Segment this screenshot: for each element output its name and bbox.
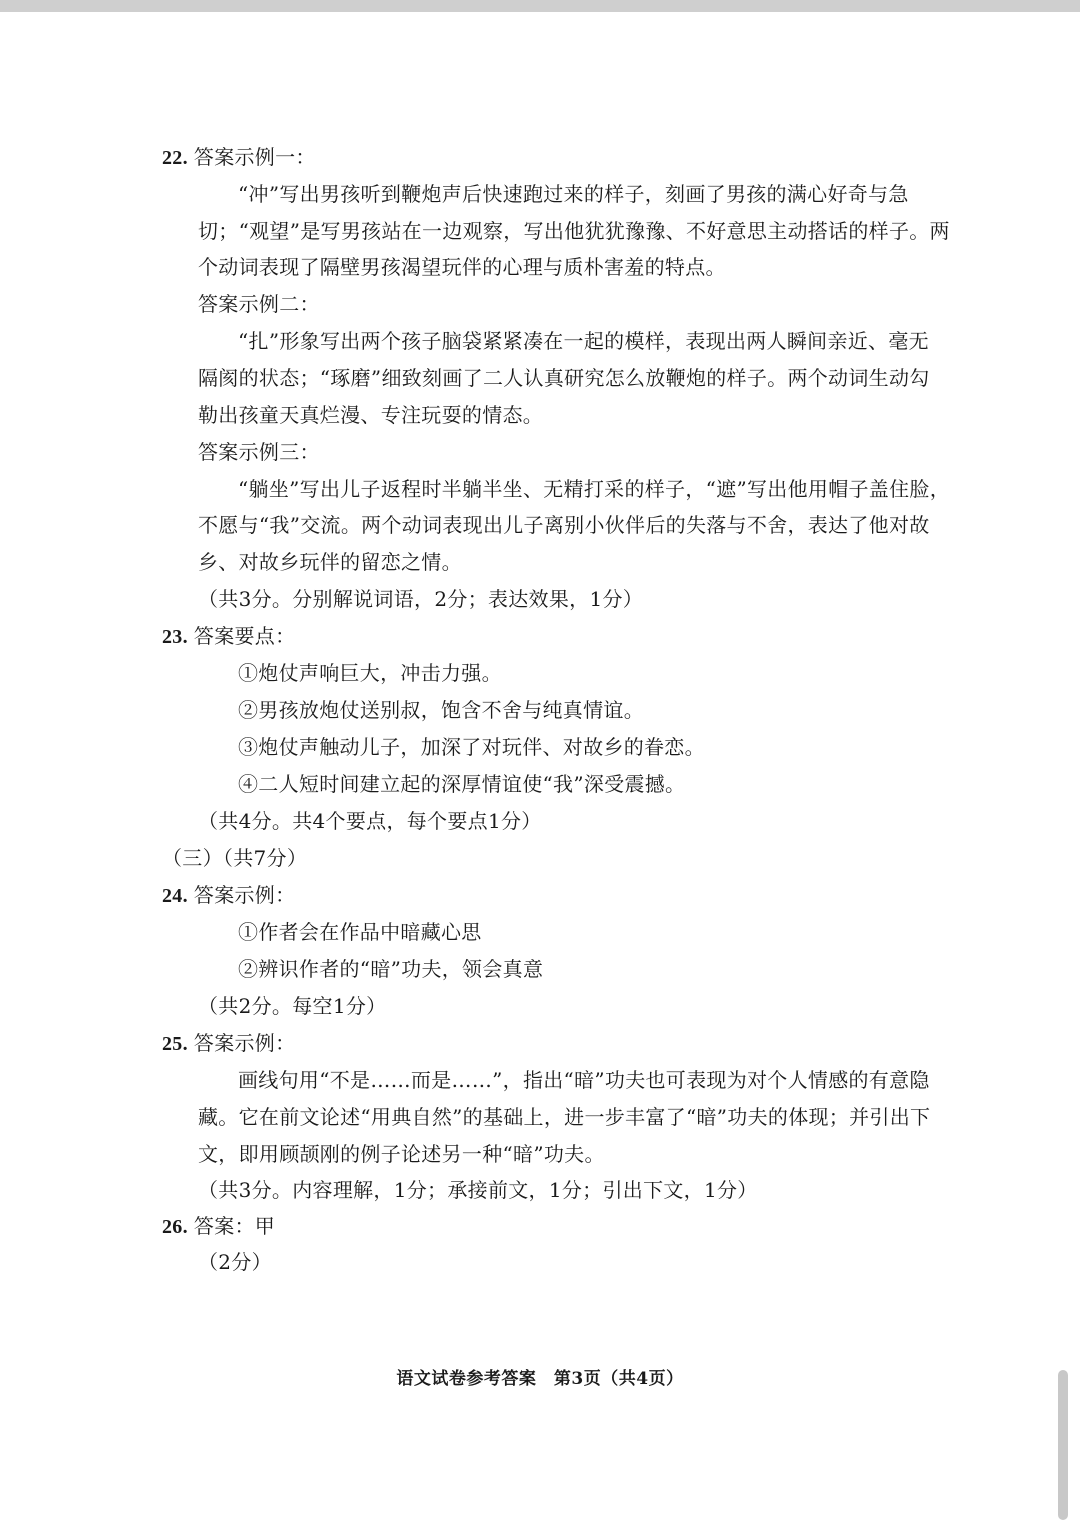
q25-number: 25. xyxy=(162,1033,188,1055)
q22-ex2-line: “扎”形象写出两个孩子脑袋紧紧凑在一起的模样，表现出两人瞬间亲近、毫无 xyxy=(238,329,929,353)
q24-score: （共2分。每空1分） xyxy=(198,994,387,1018)
q22-ex1-line: “冲”写出男孩听到鞭炮声后快速跑过来的样子，刻画了男孩的满心好奇与急 xyxy=(238,182,909,206)
q24-label: 答案示例： xyxy=(193,883,296,907)
q26-label: 答案：甲 xyxy=(193,1214,276,1238)
q23-score: （共4分。共4个要点，每个要点1分） xyxy=(198,809,542,833)
q22-score: （共3分。分别解说词语，2分；表达效果，1分） xyxy=(198,587,644,611)
q22-ex3-line: 不愿与“我”交流。两个动词表现出儿子离别小伙伴后的失落与不舍，表达了他对故 xyxy=(198,513,930,537)
q25-heading xyxy=(162,1029,295,1058)
q26-heading xyxy=(162,1212,275,1241)
q22-ex2-line: 勒出孩童天真烂漫、专注玩耍的情态。 xyxy=(198,403,544,427)
q26-score: （2分） xyxy=(198,1250,272,1274)
q24-point: ①作者会在作品中暗藏心思 xyxy=(238,920,482,944)
q22-number: 22. xyxy=(162,147,188,169)
scrollbar-thumb[interactable] xyxy=(1058,1370,1068,1520)
q26-number: 26. xyxy=(162,1216,188,1238)
q22-label-2: 答案示例二： xyxy=(198,292,320,316)
q22-ex3-line: 乡、对故乡玩伴的留恋之情。 xyxy=(198,550,462,574)
q23-point: ④二人短时间建立起的深厚情谊使“我”深受震撼。 xyxy=(238,772,686,796)
q22-ex1-line: 个动词表现了隔壁男孩渴望玩伴的心理与质朴害羞的特点。 xyxy=(198,255,726,279)
q25-score: （共3分。内容理解，1分；承接前文，1分；引出下文，1分） xyxy=(198,1178,758,1202)
page-footer: 语文试卷参考答案 第3页（共4页） xyxy=(396,1369,684,1389)
q24-number: 24. xyxy=(162,885,188,907)
q23-point: ③炮仗声触动儿子，加深了对玩伴、对故乡的眷恋。 xyxy=(238,735,705,759)
q25-line: 藏。它在前文论述“用典自然”的基础上，进一步丰富了“暗”功夫的体现；并引出下 xyxy=(198,1105,931,1129)
q23-label: 答案要点： xyxy=(193,624,296,648)
q25-line: 画线句用“不是……而是……”，指出“暗”功夫也可表现为对个人情感的有意隐 xyxy=(238,1068,930,1092)
q22-label-3: 答案示例三： xyxy=(198,440,320,464)
q22-heading xyxy=(162,143,316,172)
q22-ex1-line: 切；“观望”是写男孩站在一边观察，写出他犹犹豫豫、不好意思主动搭话的样子。两 xyxy=(198,219,950,243)
q23-point: ①炮仗声响巨大，冲击力强。 xyxy=(238,661,502,685)
q23-heading xyxy=(162,622,295,651)
q22-label-1: 答案示例一： xyxy=(193,145,316,169)
q23-number: 23. xyxy=(162,626,188,648)
q23-point: ②男孩放炮仗送别叔，饱含不舍与纯真情谊。 xyxy=(238,698,644,722)
section-3-heading: （三）（共7分） xyxy=(162,846,308,870)
q25-label: 答案示例： xyxy=(193,1031,296,1055)
q24-heading xyxy=(162,881,295,910)
q24-point: ②辨识作者的“暗”功夫，领会真意 xyxy=(238,957,544,981)
q25-line: 文，即用顾颉刚的例子论述另一种“暗”功夫。 xyxy=(198,1142,605,1166)
q22-ex3-line: “躺坐”写出儿子返程时半躺半坐、无精打采的样子，“遮”写出他用帽子盖住脸， xyxy=(238,477,950,501)
q22-ex2-line: 隔阂的状态；“琢磨”细致刻画了二人认真研究怎么放鞭炮的样子。两个动词生动勾 xyxy=(198,366,930,390)
